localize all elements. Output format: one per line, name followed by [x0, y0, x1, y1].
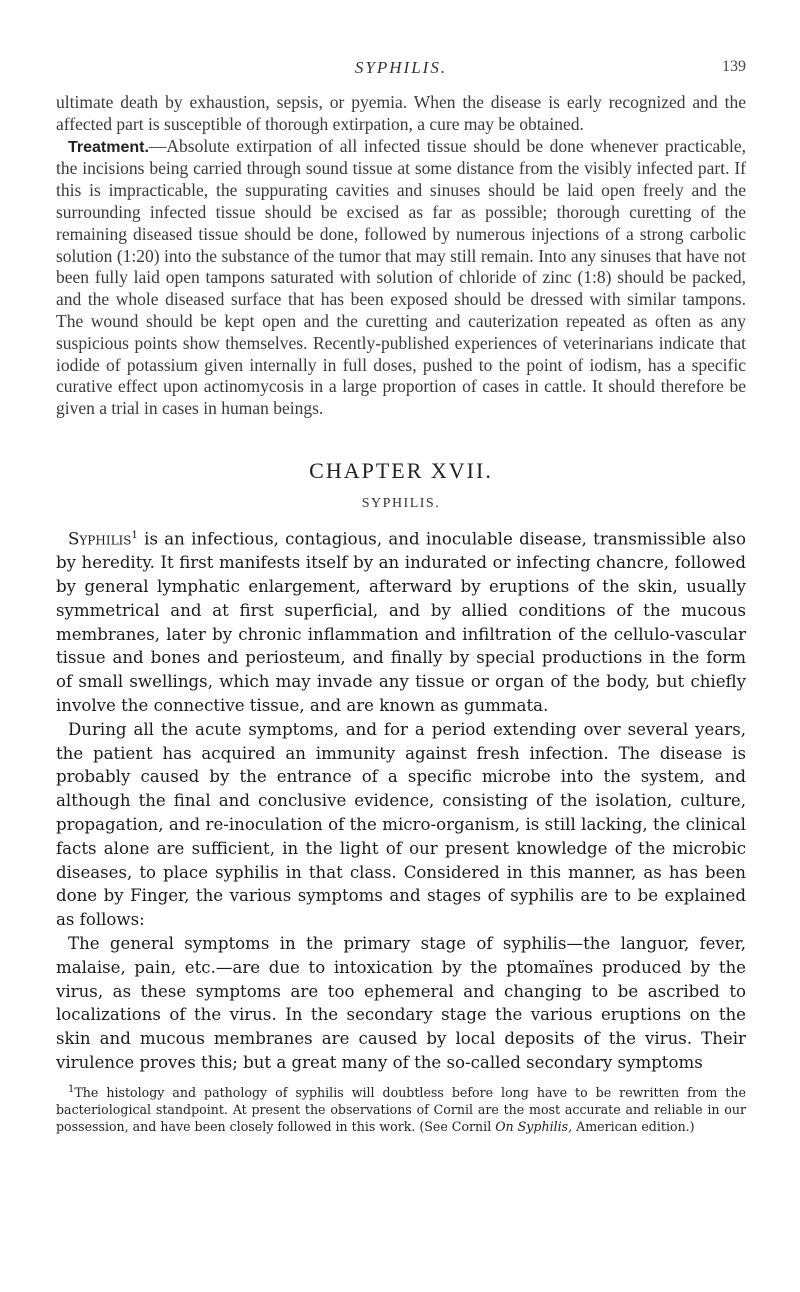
immunity-paragraph: During all the acute symptoms, and for a period extending over several years, the patient has acquired an immunity against fresh infection. The disease is probably caused by the entrance of a specific microbe into the system, and although the final and conclusive evidence, consisting of the isolation, culture, propagation, and re-inoculation of the micro-organism, is still lacking, the clinical facts alone are sufficient, in the light of our present knowledge of the microbic diseases, to place syphilis in that class. Considered in this manner, as has been done by Finger, the various symptoms and stages of syphilis are to be explained as follows: [56, 719, 746, 930]
chapter-title: CHAPTER XVII. [309, 457, 493, 483]
syphilis-definition-paragraph [56, 524, 746, 718]
footnote-mark: 1 [68, 1083, 75, 1095]
syphilis-lead-word: Syphilis [68, 529, 132, 549]
footnote-reference[interactable]: 1 [131, 529, 138, 541]
treatment-heading: Treatment. [68, 138, 149, 156]
treatment-paragraph [56, 136, 746, 420]
continuation-paragraph: ultimate death by exhaustion, sepsis, or pyemia. When the disease is early recognized and the affected part is susceptible of thorough extirpation, a cure may be obtained. [56, 92, 746, 134]
book-page [56, 58, 746, 1135]
footnote-citation-title: On Syphilis, [495, 1119, 573, 1134]
page-number: 139 [722, 58, 746, 75]
general-symptoms-paragraph: The general symptoms in the primary stage of syphilis—the languor, fever, malaise, pain, etc.—are due to intoxication by the ptomaïnes produced by the virus, as these symptoms are too ephemeral and changing to be ascribed to localizations of the virus. In the secondary stage the various eruptions on the skin and mucous membranes are caused by local deposits of the virus. Their virulence proves this; but a great many of the so-called secondary symptoms [56, 934, 746, 1073]
footnote-text: The histology and pathology of syphilis will doubtless before long have to be rewritten from the bacteriological standpoint. At present the observations of Cornil are the most accurate and reliable in our possession, and have been closely followed in this work. (See Cornil [56, 1085, 746, 1134]
running-head [56, 58, 746, 82]
footnote [56, 1081, 746, 1135]
running-head-title: SYPHILIS. [354, 58, 448, 77]
footnote-tail: American edition.) [572, 1119, 695, 1134]
syphilis-definition-text: is an infectious, contagious, and inoculable disease, transmissible also by heredity. It first manifests itself by an indurated or infecting chancre, followed by general lymphatic enlargement, afterward by eruptions of the skin, usually symmetrical and at first superficial, and by allied conditions of the mucous membranes, later by chronic inflammation and infiltration of the cellulo-vascular tissue and bones and periosteum, and finally by special productions in the form of small swellings, which may invade any tissue or organ of the body, but chiefly involve the connective tissue, and are known as gummata. [56, 529, 746, 716]
chapter-subtitle: SYPHILIS. [361, 495, 441, 511]
treatment-text: —Absolute extirpation of all infected tissue should be done whenever practicable, the incisions being carried through sound tissue at some distance from the visibly infected part. If this is impracticable, the suppurating cavities and sinuses should be laid open freely and the surrounding infected tissue should be excised as far as possible; thorough curetting of the remaining diseased tissue should be done, followed by numerous injections of a strong carbolic solution (1:20) into the substance of the tumor that may still remain. Into any sinuses that have not been fully laid open tampons saturated with solution of chloride of zinc (1:8) should be packed, and the whole diseased surface that has been exposed should be dressed with similar tampons. The wound should be kept open and the curetting and cauterization repeated as often as any suspicious points show themselves. Recently-published experiences of veterinarians indicate that iodide of potassium given internally in full doses, pushed to the point of iodism, has a specific curative effect upon actinomycosis in a large proportion of cases in cattle. It should therefore be given a trial in cases in human beings. [56, 135, 746, 419]
